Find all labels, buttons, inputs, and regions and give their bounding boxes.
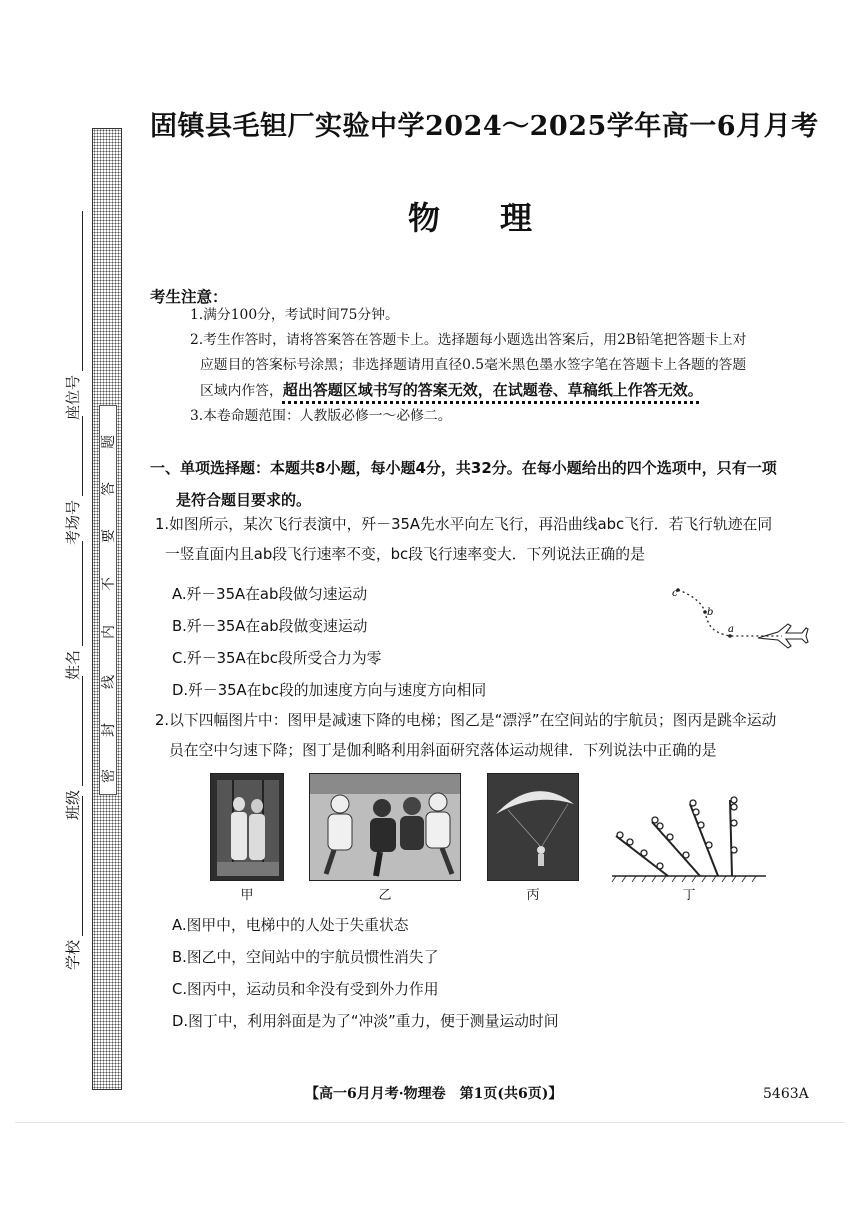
caption-yi: 乙 (378, 888, 392, 903)
astronauts-photo (309, 773, 461, 881)
notice-heading: 考生注意： (150, 288, 228, 306)
section-heading: 一、单项选择题：本题共8小题，每小题4分，共32分。在每小题给出的四个选项中，只有一项 是符合题目要求的。 (150, 459, 777, 509)
subject-title: 物理 (407, 199, 592, 237)
jet-icon (758, 624, 808, 648)
seal-line-box (99, 405, 117, 795)
notice-item-1: 1.满分100分，考试时间75分钟。 (190, 307, 399, 323)
class-field[interactable]: 班级 (62, 676, 83, 820)
notice-item-2-line-3: 区域内作答，超出答题区域书写的答案无效，在试题卷、草稿纸上作答无效。 (200, 381, 703, 399)
notice-item-2-line-2: 应题目的答案标号涂黑；非选择题请用直径0.5毫米黑色墨水签字笔在答题卡上各题的答题 (200, 357, 747, 373)
seal-char: 要 (101, 529, 117, 543)
seal-char: 不 (101, 577, 117, 591)
question-2-option-b[interactable]: B.图乙中，空间站中的宇航员惯性消失了 (172, 949, 439, 966)
exam-room-field[interactable]: 考场号 (62, 416, 83, 545)
question-2-option-c[interactable]: C.图丙中，运动员和伞没有受到外力作用 (172, 981, 439, 998)
question-1-stem: 1.如图所示，某次飞行表演中，歼－35A先水平向左飞行，再沿曲线abc飞行．若飞行轨迹在同 一竖直面内且ab段飞行速率不变，bc段飞行速率变大．下列说法正确的是 (155, 516, 773, 563)
school-field[interactable]: 学校 (62, 796, 83, 970)
point-b-label: b (707, 607, 714, 618)
paper-code: 5463A (763, 1086, 809, 1102)
seal-char: 内 (101, 625, 117, 639)
caption-jia: 甲 (240, 888, 254, 903)
question-2-stem: 2.以下四幅图片中：图甲是减速下降的电梯；图乙是“漂浮”在空间站的宇航员；图丙是跳伞运动 员在空中匀速下降；图丁是伽利略利用斜面研究落体运动规律．下列说法中正确的是 (155, 712, 777, 759)
caption-bing: 丙 (526, 888, 540, 903)
page-divider (15, 1122, 845, 1123)
parachute-photo (487, 773, 579, 881)
question-1-option-b[interactable]: B.歼－35A在ab段做变速运动 (172, 618, 368, 635)
emphasis-text: 超出答题区域书写的答案无效，在试题卷、草稿纸上作答无效。 (282, 381, 703, 399)
caption-ding: 丁 (682, 888, 696, 903)
point-c-label: c (672, 588, 678, 599)
exam-title: 固镇县毛钽厂实验中学2024～2025学年高一6月月考 (150, 111, 819, 142)
notice-item-2-line-1: 2.考生作答时，请将答案答在答题卡上。选择题每小题选出答案后，用2B铅笔把答题卡上对 (190, 332, 747, 348)
seal-char: 线 (101, 675, 117, 689)
point-a-label: a (728, 624, 734, 635)
elevator-photo (210, 773, 284, 881)
question-1-option-a[interactable]: A.歼－35A在ab段做匀速运动 (172, 586, 368, 603)
question-2-option-d[interactable]: D.图丁中，利用斜面是为了“冲淡”重力，便于测量运动时间 (172, 1013, 559, 1030)
seal-char: 答 (101, 482, 117, 496)
question-2-option-a[interactable]: A.图甲中，电梯中的人处于失重状态 (172, 917, 409, 934)
question-1-option-d[interactable]: D.歼－35A在bc段的加速度方向与速度方向相同 (172, 682, 487, 699)
page-footer: 【高一6月月考·物理卷 第1页(共6页)】 (305, 1086, 563, 1102)
incline-diagram (608, 790, 770, 884)
seal-char: 封 (101, 723, 117, 737)
seal-char: 密 (101, 769, 117, 783)
seal-char: 题 (101, 435, 117, 449)
question-1-option-c[interactable]: C.歼－35A在bc段所受合力为零 (172, 650, 382, 667)
seat-number-field[interactable]: 座位号 (62, 211, 83, 420)
notice-item-3: 3.本卷命题范围：人教版必修一～必修二。 (190, 408, 452, 424)
name-field[interactable]: 姓名 (62, 541, 83, 680)
flight-path-diagram (660, 580, 810, 650)
